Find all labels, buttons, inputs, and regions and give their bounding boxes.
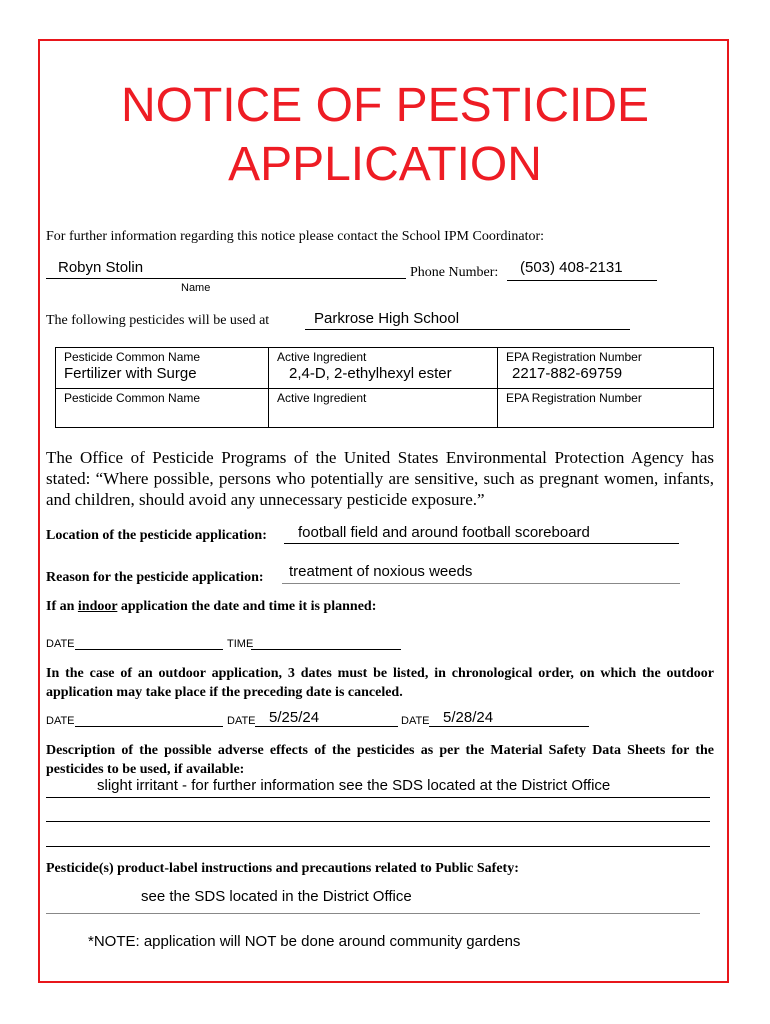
reason-value[interactable]: treatment of noxious weeds <box>289 563 473 580</box>
school-name[interactable]: Parkrose High School <box>314 310 460 327</box>
outdoor-date3-label: DATE <box>401 715 430 727</box>
adverse-text: Description of the possible adverse effects of the pesticides as per the Material Safety Data Sheets for the pesticides to be used, if available: <box>46 743 714 777</box>
phone-number[interactable]: (503) 408-2131 <box>520 259 623 276</box>
name-label: Name <box>181 282 211 294</box>
coordinator-name[interactable]: Robyn Stolin <box>58 259 144 276</box>
label-instructions: Pesticide(s) product-label instructions and precautions related to Public Safety: <box>46 861 519 876</box>
indoor-line: If an indoor application the date and time it is planned: <box>46 599 377 614</box>
outdoor-date1-label: DATE <box>46 715 75 727</box>
row1-active-ingredient[interactable]: 2,4-D, 2-ethylhexyl ester <box>289 365 452 382</box>
reason-label: Reason for the pesticide application: <box>46 570 264 585</box>
indoor-time-label: TIME <box>227 638 254 650</box>
epa-statement: The Office of Pesticide Programs of the United States Environmental Protection Agency has stated: “Where possible, persons who potentially are sensitive, such as pregnant women, infants, and children, should avoid any unnecessary pesticide exposure.” <box>46 448 714 509</box>
header-epa-2: EPA Registration Number <box>506 391 642 405</box>
header-epa: EPA Registration Number <box>506 350 642 364</box>
title-line-2: APPLICATION <box>228 138 542 191</box>
row1-epa[interactable]: 2217-882-69759 <box>512 365 623 382</box>
location-label: Location of the pesticide application: <box>46 528 267 543</box>
outdoor-date2-value[interactable]: 5/25/24 <box>269 709 320 726</box>
used-at-label: The following pesticides will be used at <box>46 313 270 328</box>
header-active-ingredient-2: Active Ingredient <box>277 391 367 405</box>
header-active-ingredient: Active Ingredient <box>277 350 367 364</box>
outdoor-date2-label: DATE <box>227 715 256 727</box>
phone-label: Phone Number: <box>410 265 499 280</box>
outdoor-date3-value[interactable]: 5/28/24 <box>443 709 494 726</box>
row1-common-name[interactable]: Fertilizer with Surge <box>64 365 197 382</box>
pesticide-table <box>55 347 714 428</box>
header-common-name-2: Pesticide Common Name <box>64 391 201 405</box>
title-line-1: NOTICE OF PESTICIDE <box>120 79 650 132</box>
adverse-value[interactable]: slight irritant - for further information see the SDS located at the District Office <box>97 777 611 794</box>
outdoor-text: In the case of an outdoor application, 3 dates must be listed, in chronological order, on which the outdoor application may take place if the preceding date is canceled. <box>46 666 714 700</box>
location-value[interactable]: football field and around football scoreboard <box>298 524 590 541</box>
indoor-date-label: DATE <box>46 638 75 650</box>
contact-intro: For further information regarding this notice please contact the School IPM Coordinator: <box>46 229 545 244</box>
label-value[interactable]: see the SDS located in the District Office <box>141 888 412 905</box>
header-common-name: Pesticide Common Name <box>64 350 201 364</box>
note: *NOTE: application will NOT be done around community gardens <box>88 933 521 950</box>
